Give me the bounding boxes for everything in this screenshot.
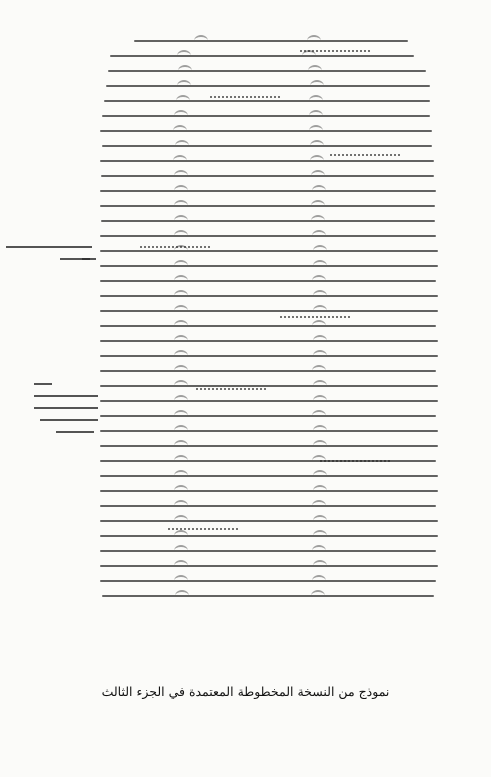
margin-note-top <box>6 246 96 266</box>
margin-note-bottom <box>34 383 98 439</box>
page-caption: نموذج من النسخة المخطوطة المعتمدة في الجزء الثالث <box>101 684 390 699</box>
margin-note-mark <box>82 258 90 260</box>
manuscript-text-block <box>100 40 440 600</box>
